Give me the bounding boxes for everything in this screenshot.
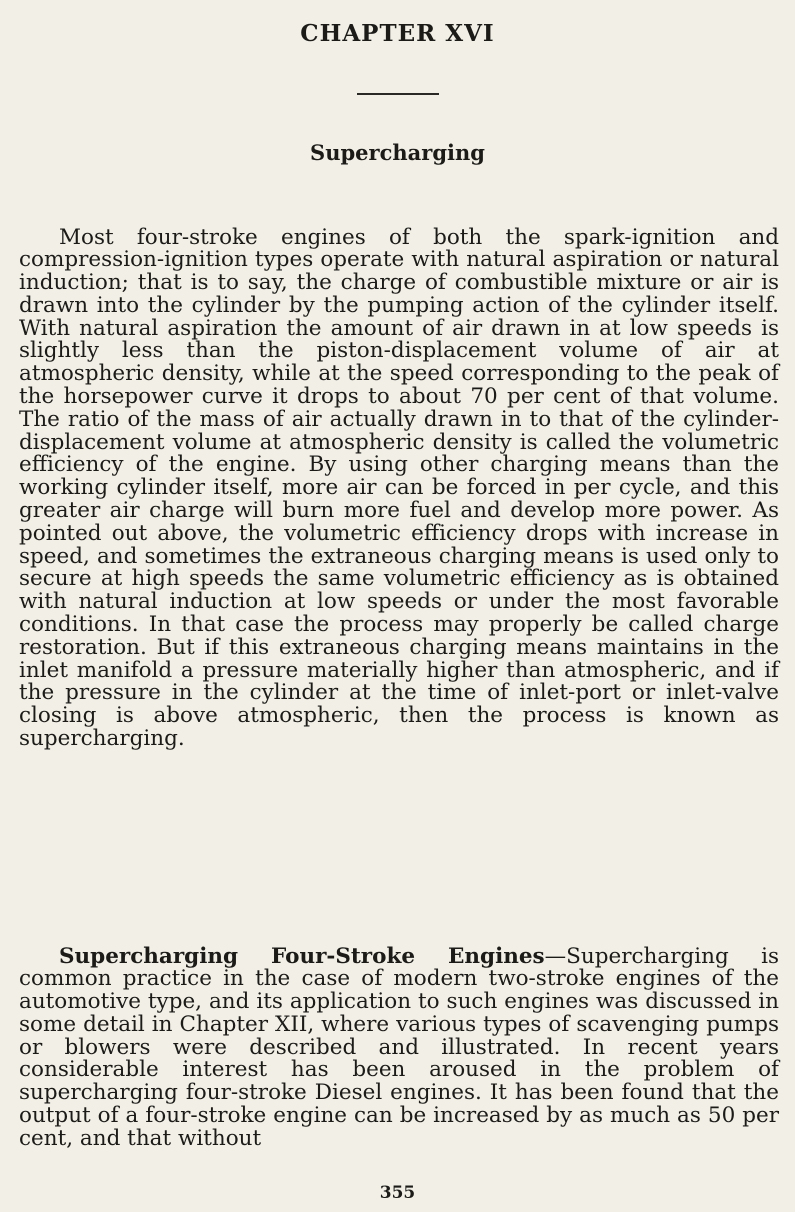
section-title: Supercharging: [310, 140, 485, 165]
intro-paragraph: Most four-stroke engines of both the spark-ignition and compression-ignition types operate with natural aspiration or natural induction; that is to say, the charge of combustible mixture or air is drawn into the cylinder by the pumping action of the cylinder itself. With natural aspiration the amount of air drawn in at low speeds is slightly less than the piston-displacement volume of air at atmospheric density, while at the speed corresponding to the peak of the horsepower curve it drops to about 70 per cent of that volume. The ratio of the mass of air actually drawn in to that of the cylinder-displacement volume at atmospheric density is called the volumetric efficiency of the engine. By using other charging means than the working cylinder itself, more air can be forced in per cycle, and this greater air charge will burn more fuel and develop more power. As pointed out above, the volumetric efficiency drops with increase in speed, and sometimes the extraneous charging means is used only to secure at high speeds the same volumetric efficiency as is obtained with natural induction at low speeds or under the most favorable conditions. In that case the process may properly be called charge restoration. But if this extraneous charging means maintains in the inlet manifold a pressure materially higher than atmospheric, and if the pressure in the cylinder at the time of inlet-port or inlet-valve closing is above atmospheric, then the process is known as supercharging.: [19, 224, 779, 752]
page-number: 355: [379, 1183, 416, 1203]
four-stroke-text: —Supercharging is common practice in the case of modern two-stroke engines of the automotive type, and its application to such engines was discussed in some detail in Chapter XII, where various types of scavenging pumps or blowers were described and illustrated. In recent years considerable interest has been aroused in the problem of supercharging four-stroke Diesel engines. It has been found that the output of a four-stroke engine can be increased by as much as 50 per cent, and that without: [19, 943, 779, 1151]
four-stroke-paragraph: [19, 943, 779, 1151]
run-in-heading: Supercharging Four-Stroke Engines: [59, 943, 545, 969]
chapter-title: CHAPTER XVI: [300, 20, 495, 47]
title-divider: [357, 93, 439, 95]
